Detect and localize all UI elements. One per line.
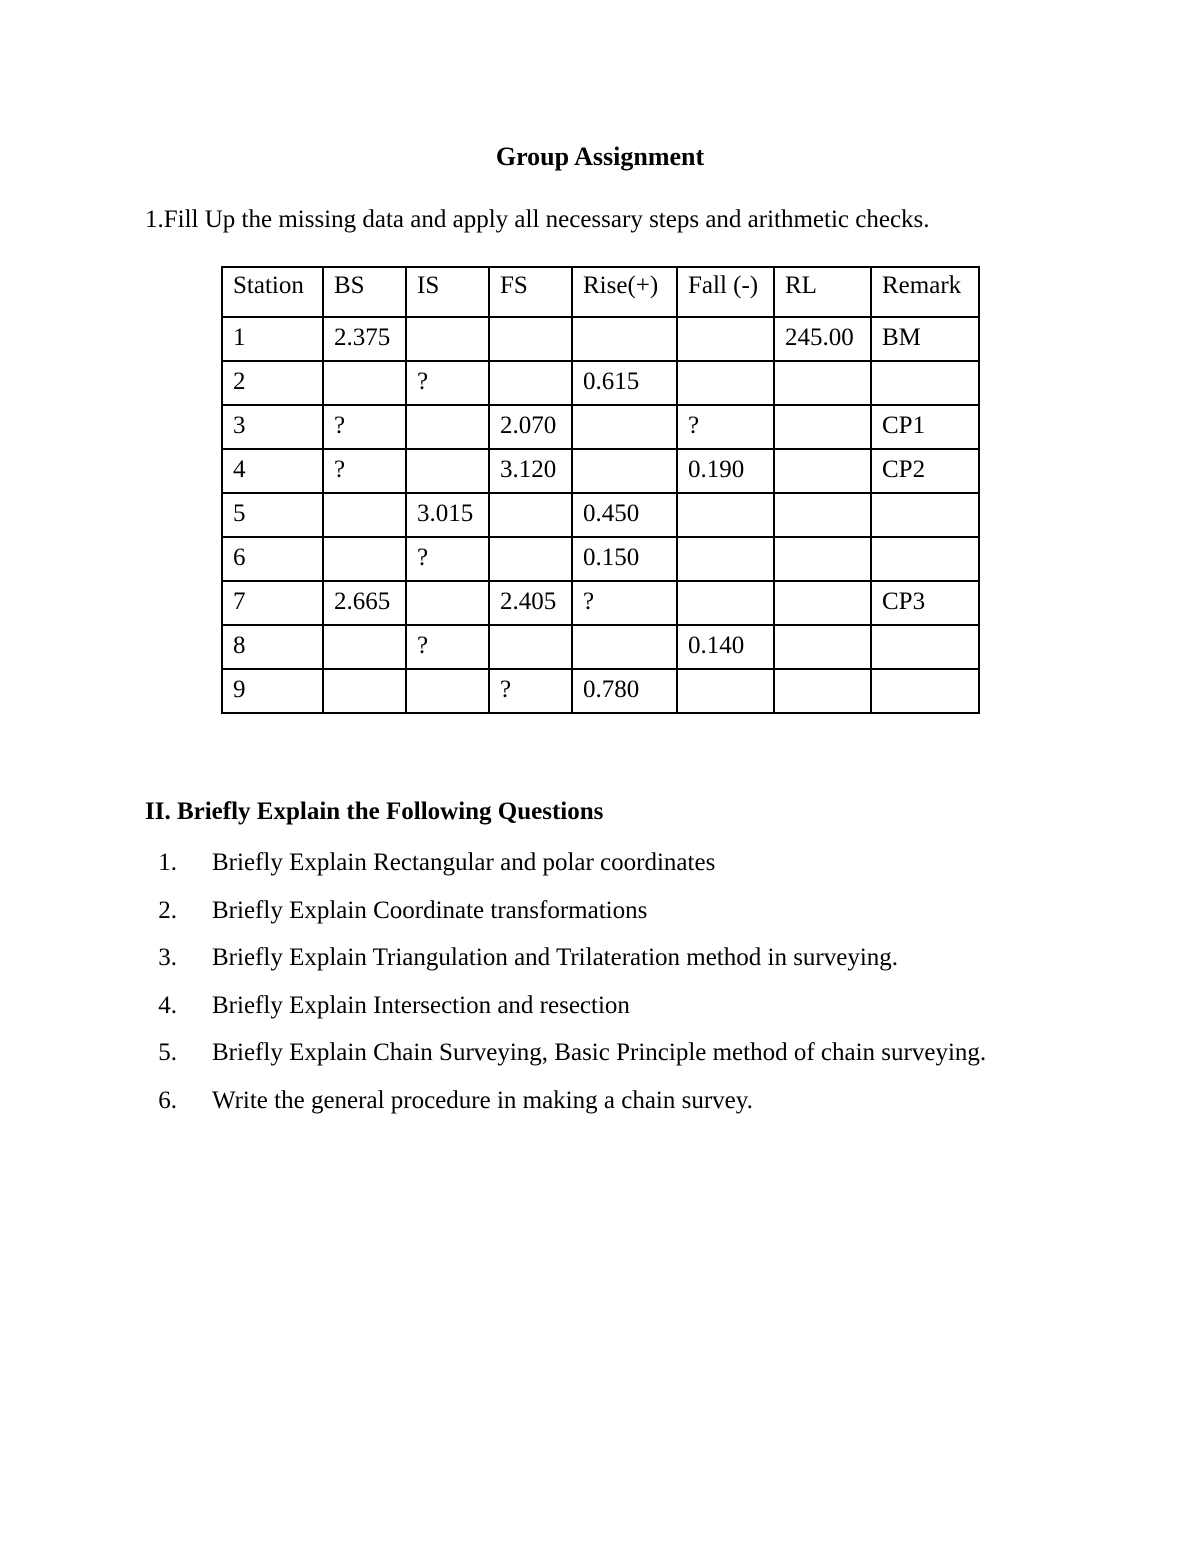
table-row — [222, 669, 979, 713]
list-item-text: Briefly Explain Triangulation and Trilateration method in surveying. — [212, 944, 899, 971]
table-cell: 4 — [222, 449, 323, 493]
table-row — [222, 581, 979, 625]
table-cell: 8 — [222, 625, 323, 669]
table-cell: ? — [406, 625, 489, 669]
table-cell — [871, 493, 979, 537]
table-cell — [774, 581, 871, 625]
table-cell: CP2 — [871, 449, 979, 493]
list-item-text: Briefly Explain Coordinate transformations — [212, 896, 648, 924]
table-cell: ? — [677, 405, 774, 449]
list-item-number: 6. — [158, 1086, 177, 1114]
list-item-text: Write the general procedure in making a chain survey. — [212, 1086, 753, 1114]
table-cell: ? — [406, 361, 489, 405]
table-cell — [871, 537, 979, 581]
table-cell: 0.190 — [677, 449, 774, 493]
table-cell: 0.450 — [572, 493, 677, 537]
table-row — [222, 537, 979, 581]
table-header-cell: Rise(+) — [572, 267, 677, 317]
table-cell: 245.00 — [774, 317, 871, 361]
leveling-table — [221, 266, 980, 714]
table-cell — [774, 405, 871, 449]
table-cell: 2.665 — [323, 581, 406, 625]
table-cell: 0.615 — [572, 361, 677, 405]
table-cell — [677, 581, 774, 625]
table-cell — [871, 669, 979, 713]
list-item-text: Briefly Explain Intersection and resection — [212, 991, 630, 1019]
table-cell — [406, 581, 489, 625]
table-cell — [572, 405, 677, 449]
table-cell — [677, 493, 774, 537]
table-cell — [677, 317, 774, 361]
table-row — [222, 361, 979, 405]
list-item — [145, 1036, 986, 1084]
list-item-number: 1. — [158, 849, 177, 876]
table-header-row — [222, 267, 979, 317]
table-cell — [774, 449, 871, 493]
list-item — [145, 1084, 986, 1132]
table-cell: 2.070 — [489, 405, 572, 449]
table-cell: 5 — [222, 493, 323, 537]
table-cell — [323, 537, 406, 581]
table-cell — [489, 317, 572, 361]
list-item-number: 4. — [158, 991, 177, 1019]
list-item — [145, 941, 986, 989]
table-cell: CP3 — [871, 581, 979, 625]
table-row — [222, 405, 979, 449]
table-cell — [572, 317, 677, 361]
table-cell — [774, 493, 871, 537]
table-cell — [323, 669, 406, 713]
table-cell — [406, 669, 489, 713]
list-item-text: Briefly Explain Chain Surveying, Basic Principle method of chain surveying. — [212, 1039, 987, 1066]
table-cell: 6 — [222, 537, 323, 581]
list-item-number: 2. — [158, 896, 177, 924]
table-cell: 1 — [222, 317, 323, 361]
table-row — [222, 317, 979, 361]
table-cell — [406, 317, 489, 361]
table-row — [222, 625, 979, 669]
instruction-text: 1.Fill Up the missing data and apply all necessary steps and arithmetic checks. — [145, 206, 930, 233]
table-cell: BM — [871, 317, 979, 361]
table-cell: 7 — [222, 581, 323, 625]
table-cell: 3 — [222, 405, 323, 449]
table-cell — [774, 361, 871, 405]
table-cell: 0.780 — [572, 669, 677, 713]
table-header-cell: IS — [406, 267, 489, 317]
table-header-cell: FS — [489, 267, 572, 317]
question-list — [145, 846, 986, 1131]
table-header-cell: BS — [323, 267, 406, 317]
table-cell: 3.120 — [489, 449, 572, 493]
table-cell — [489, 361, 572, 405]
table-cell — [406, 449, 489, 493]
table-cell: 0.150 — [572, 537, 677, 581]
table-cell — [871, 361, 979, 405]
table-cell — [323, 361, 406, 405]
table-cell — [323, 625, 406, 669]
list-item — [145, 894, 986, 942]
table-cell — [871, 625, 979, 669]
table-cell — [677, 669, 774, 713]
table-cell — [677, 361, 774, 405]
table-cell: 9 — [222, 669, 323, 713]
table-cell: ? — [489, 669, 572, 713]
table-cell: 3.015 — [406, 493, 489, 537]
table-cell — [774, 537, 871, 581]
table-cell — [572, 449, 677, 493]
table-cell: 0.140 — [677, 625, 774, 669]
table-header-cell: Fall (-) — [677, 267, 774, 317]
table-cell — [774, 625, 871, 669]
document-title: Group Assignment — [495, 142, 705, 171]
table-cell — [489, 493, 572, 537]
table-cell — [572, 625, 677, 669]
table-cell: 2.375 — [323, 317, 406, 361]
table-cell — [406, 405, 489, 449]
table-cell — [323, 493, 406, 537]
table-cell: CP1 — [871, 405, 979, 449]
table-cell: 2.405 — [489, 581, 572, 625]
table-row — [222, 493, 979, 537]
table-cell: ? — [323, 405, 406, 449]
table-header-cell: Remark — [871, 267, 979, 317]
table-cell — [774, 669, 871, 713]
list-item-number: 3. — [158, 944, 177, 971]
list-item-number: 5. — [158, 1039, 177, 1066]
table-cell: 2 — [222, 361, 323, 405]
table-cell — [489, 625, 572, 669]
list-item-text: Briefly Explain Rectangular and polar coordinates — [212, 849, 716, 876]
table-cell — [489, 537, 572, 581]
table-header-cell: RL — [774, 267, 871, 317]
table-header-cell: Station — [222, 267, 323, 317]
table-cell — [677, 537, 774, 581]
list-item — [145, 989, 986, 1037]
table-row — [222, 449, 979, 493]
table-cell: ? — [323, 449, 406, 493]
table-cell: ? — [406, 537, 489, 581]
section-heading: II. Briefly Explain the Following Questions — [145, 798, 604, 825]
list-item — [145, 846, 986, 894]
table-cell: ? — [572, 581, 677, 625]
